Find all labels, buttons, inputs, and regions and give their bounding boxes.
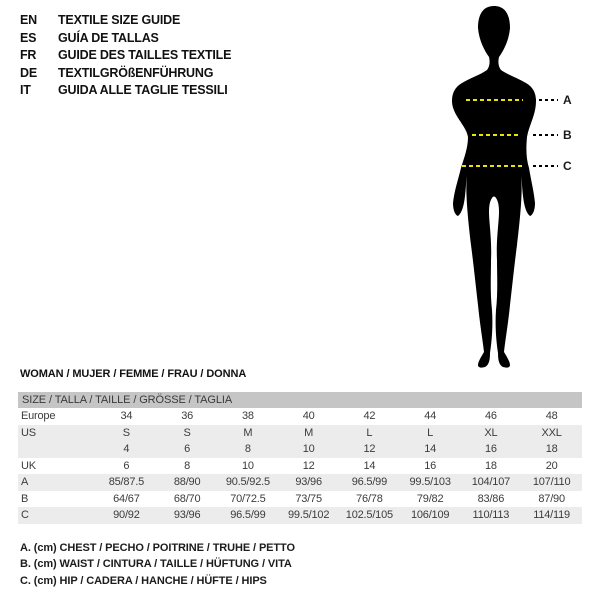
size-cell: 38 [241, 410, 254, 423]
size-cell: S [122, 426, 130, 439]
size-cell: 96.5/99 [351, 476, 388, 489]
size-cell: 76/78 [356, 492, 383, 505]
size-cell: 10 [241, 459, 254, 472]
marker-label-a: A [563, 93, 572, 107]
size-cell: 8 [184, 459, 191, 472]
size-cell: 90.5/92.5 [225, 476, 270, 489]
size-cell: M [304, 426, 314, 439]
language-code: EN [20, 13, 37, 27]
size-cell: 6 [184, 443, 191, 456]
row-label: A [21, 476, 29, 489]
marker-label-c: C [563, 159, 572, 173]
language-label: GUIDA ALLE TAGLIE TESSILI [58, 83, 228, 98]
table-row [18, 425, 582, 442]
row-label: B [21, 492, 29, 505]
size-cell: 83/86 [477, 492, 505, 505]
size-cell: 4 [123, 443, 130, 456]
marker-label-b: B [563, 128, 572, 142]
language-code: ES [20, 30, 37, 45]
size-cell: 64/67 [113, 492, 140, 505]
size-cell: 107/110 [532, 476, 571, 489]
size-cell: 85/87.5 [108, 476, 145, 489]
legend-line-chest: A. (cm) CHEST / PECHO / POITRINE / TRUHE / PETTO [20, 542, 295, 554]
size-cell: 79/82 [416, 492, 444, 505]
size-cell: XXL [541, 426, 562, 439]
size-cell: M [243, 426, 253, 439]
size-cell: 44 [424, 410, 437, 423]
size-cell: L [427, 426, 434, 439]
size-cell: 14 [363, 459, 376, 472]
chest-leader-line [533, 99, 558, 101]
table-row [18, 441, 582, 458]
size-cell: 16 [424, 459, 437, 472]
size-cell: 114/119 [533, 509, 570, 522]
language-row [20, 65, 231, 83]
table-row [18, 458, 582, 475]
size-cell: 36 [181, 410, 194, 423]
table-row [18, 491, 582, 508]
size-cell: 93/96 [295, 476, 322, 489]
size-cell: 102.5/105 [345, 509, 393, 522]
table-row [18, 507, 582, 524]
waist-leader-line [533, 134, 558, 136]
size-cell: 106/109 [410, 509, 450, 522]
size-cell: 20 [545, 459, 558, 472]
size-cell: 12 [363, 443, 376, 456]
language-label: GUÍA DE TALLAS [58, 30, 159, 45]
size-cell: 48 [545, 410, 558, 423]
table-row [18, 474, 582, 491]
row-label: C [21, 509, 29, 522]
size-cell: 8 [244, 443, 251, 456]
language-code: DE [20, 65, 37, 80]
size-cell: 42 [363, 410, 376, 423]
size-cell: 99.5/103 [409, 476, 451, 489]
size-cell: 6 [123, 459, 130, 472]
size-cell: 18 [484, 459, 497, 472]
language-row [20, 12, 231, 30]
size-cell: 10 [302, 443, 315, 456]
section-title: WOMAN / MUJER / FEMME / FRAU / DONNA [20, 368, 247, 380]
language-code: IT [20, 83, 31, 98]
row-label: Europe [21, 410, 56, 423]
size-cell: 88/90 [173, 476, 201, 489]
language-list [20, 12, 231, 100]
size-cell: 34 [120, 410, 133, 423]
language-code: FR [20, 48, 37, 63]
table-row [18, 408, 582, 425]
size-cell: 104/107 [471, 476, 511, 489]
size-table-header: SIZE / TALLA / TAILLE / GRÖSSE / TAGLIA [18, 392, 582, 408]
language-label: GUIDE DES TAILLES TEXTILE [58, 48, 232, 63]
row-label [18, 441, 96, 458]
size-cell: S [183, 426, 191, 439]
woman-silhouette-image [430, 0, 560, 390]
row-label: UK [21, 459, 36, 472]
language-row [20, 47, 231, 65]
size-cell: 16 [484, 443, 497, 456]
size-cell: 96.5/99 [230, 509, 266, 522]
legend-line-hip: C. (cm) HIP / CADERA / HANCHE / HÜFTE / HIPS [20, 574, 267, 587]
measurement-legend [20, 540, 295, 589]
size-cell: 87/90 [538, 492, 565, 505]
language-row [20, 82, 231, 100]
language-row [20, 30, 231, 48]
size-cell: 110/113 [472, 509, 510, 522]
size-cell: 99.5/102 [288, 509, 330, 522]
size-cell: 46 [484, 410, 497, 423]
woman-silhouette-path [452, 6, 536, 368]
size-cell: 18 [545, 443, 558, 456]
measurement-figure [430, 0, 600, 390]
language-label: TEXTILE SIZE GUIDE [58, 13, 181, 27]
hip-measure-line [462, 165, 523, 167]
waist-measure-line [472, 134, 520, 136]
chest-measure-line [466, 99, 523, 101]
size-cell: 70/72.5 [230, 492, 266, 505]
legend-line-waist: B. (cm) WAIST / CINTURA / TAILLE / HÜFTUNG / VITA [20, 558, 292, 571]
size-cell: 93/96 [173, 509, 201, 522]
size-cell: L [366, 426, 373, 439]
size-cell: 14 [424, 443, 437, 456]
hip-leader-line [533, 165, 558, 167]
size-table-body [18, 408, 582, 524]
size-cell: 40 [302, 410, 315, 423]
size-cell: 73/75 [295, 492, 322, 505]
size-cell: XL [484, 426, 498, 439]
language-label: TEXTILGRÖßENFÜHRUNG [58, 65, 214, 80]
size-cell: 12 [302, 459, 315, 472]
size-cell: 68/70 [173, 492, 201, 505]
size-table [18, 392, 582, 524]
size-cell: 90/92 [113, 509, 140, 522]
row-label: US [21, 426, 36, 439]
